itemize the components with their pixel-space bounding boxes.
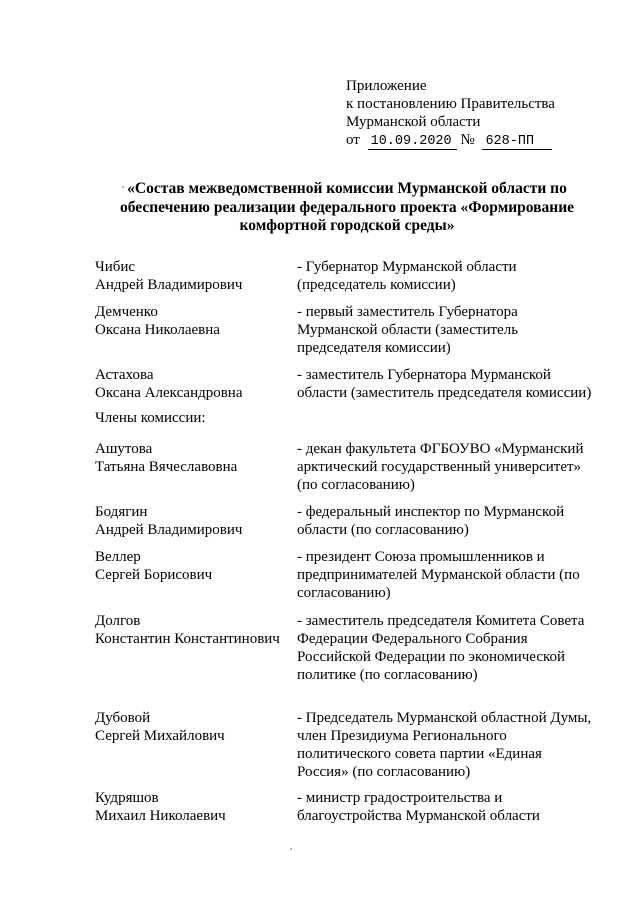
role-line: Федерации Федерального Собрания bbox=[297, 631, 528, 647]
document-date: 10.09.2020 bbox=[368, 134, 457, 150]
appendix-date-line bbox=[346, 131, 555, 151]
member-given-names: Андрей Владимирович bbox=[95, 522, 243, 538]
member-given-names: Андрей Владимирович bbox=[95, 277, 243, 293]
member-name bbox=[95, 440, 295, 476]
appendix-reference: к постановлению Правительства bbox=[346, 96, 555, 112]
role-line: член Президиума Регионального bbox=[297, 728, 507, 744]
role-line: - декан факультета ФГБОУВО «Мурманский bbox=[297, 441, 584, 457]
member-surname: Долгов bbox=[95, 613, 141, 629]
member-given-names: Сергей Михайлович bbox=[95, 728, 225, 744]
appendix-title: Приложение bbox=[346, 78, 427, 94]
member-surname: Демченко bbox=[95, 304, 158, 320]
role-line: области (по согласованию) bbox=[297, 522, 469, 538]
members-section-label: Члены комиссии: bbox=[95, 410, 206, 426]
date-prefix: от bbox=[346, 132, 360, 148]
member-surname: Веллер bbox=[95, 549, 141, 565]
role-line: - заместитель председателя Комитета Совета bbox=[297, 613, 585, 629]
member-role bbox=[297, 303, 615, 357]
member-surname: Астахова bbox=[95, 367, 154, 383]
appendix-region: Мурманской области bbox=[346, 114, 481, 130]
member-given-names: Константин Константинович bbox=[95, 631, 280, 647]
role-line: (по согласованию) bbox=[297, 477, 415, 493]
member-name bbox=[95, 709, 295, 745]
member-given-names: Оксана Николаевна bbox=[95, 322, 220, 338]
scan-speck bbox=[122, 186, 124, 188]
role-line: политике (по согласованию) bbox=[297, 667, 478, 683]
title-line: обеспечению реализации федерального проекта «Формирование bbox=[119, 198, 575, 216]
role-line: области (заместитель председателя комиссии) bbox=[297, 385, 592, 401]
document-number: 628-ПП bbox=[482, 134, 552, 150]
role-line: политического совета партии «Единая bbox=[297, 746, 542, 762]
member-name bbox=[95, 548, 295, 584]
member-surname: Чибис bbox=[95, 259, 136, 275]
member-role bbox=[297, 789, 615, 825]
role-line: - Председатель Мурманской областной Думы, bbox=[297, 710, 592, 726]
role-line: - первый заместитель Губернатора bbox=[297, 304, 518, 320]
member-role bbox=[297, 709, 615, 781]
role-line: - министр градостроительства и bbox=[297, 790, 503, 806]
scan-speck bbox=[290, 848, 292, 850]
member-given-names: Оксана Александровна bbox=[95, 385, 243, 401]
member-role bbox=[297, 366, 615, 402]
role-line: - федеральный инспектор по Мурманской bbox=[297, 504, 565, 520]
member-role bbox=[297, 258, 615, 294]
role-line: согласованию) bbox=[297, 585, 391, 601]
role-line: - Губернатор Мурманской области bbox=[297, 259, 517, 275]
document-title bbox=[110, 180, 584, 236]
member-name bbox=[95, 258, 295, 294]
member-surname: Ашутова bbox=[95, 441, 153, 457]
member-role bbox=[297, 503, 615, 539]
member-surname: Дубовой bbox=[95, 710, 151, 726]
member-name bbox=[95, 366, 295, 402]
member-given-names: Михаил Николаевич bbox=[95, 808, 226, 824]
member-surname: Кудряшов bbox=[95, 790, 159, 806]
role-line: (председатель комиссии) bbox=[297, 277, 456, 293]
role-line: предпринимателей Мурманской области (по bbox=[297, 567, 580, 583]
member-given-names: Сергей Борисович bbox=[95, 567, 213, 583]
role-line: арктический государственный университет» bbox=[297, 459, 582, 475]
member-role bbox=[297, 548, 615, 602]
role-line: Россия» (по согласованию) bbox=[297, 764, 471, 780]
role-line: - президент Союза промышленников и bbox=[297, 549, 545, 565]
member-role bbox=[297, 440, 615, 494]
member-name bbox=[95, 303, 295, 339]
role-line: Мурманской области (заместитель bbox=[297, 322, 519, 338]
member-role bbox=[297, 612, 615, 684]
member-name bbox=[95, 789, 295, 825]
appendix-header bbox=[346, 77, 555, 151]
member-surname: Бодягин bbox=[95, 504, 148, 520]
title-line: комфортной городской среды» bbox=[239, 217, 455, 234]
member-name bbox=[95, 503, 295, 539]
role-line: председателя комиссии) bbox=[297, 340, 451, 356]
role-line: - заместитель Губернатора Мурманской bbox=[297, 367, 551, 383]
title-line: «Состав межведомственной комиссии Мурманской области по bbox=[127, 180, 567, 197]
member-name bbox=[95, 612, 295, 648]
role-line: Российской Федерации по экономической bbox=[297, 649, 566, 665]
member-given-names: Татьяна Вячеславовна bbox=[95, 459, 238, 475]
role-line: благоустройства Мурманской области bbox=[297, 808, 540, 824]
number-prefix: № bbox=[460, 132, 475, 148]
